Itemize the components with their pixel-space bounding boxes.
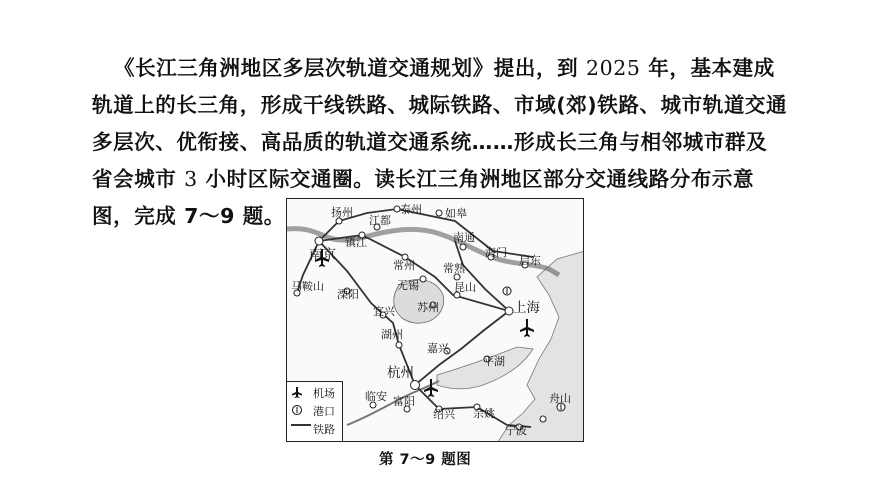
- marker-zhoushan: [540, 416, 546, 422]
- city-label-shanghai: 上海: [513, 300, 540, 316]
- marker-nantong: [460, 244, 466, 250]
- passage-line-3: 多层次、优衔接、高品质的轨道交通系统……形成长三角与相邻城市群及: [92, 130, 768, 154]
- marker-nanjing: [315, 237, 323, 245]
- city-label-jiangdu: 江都: [369, 214, 391, 227]
- passage-line-4: 省会城市 3 小时区际交通圈。读长江三角洲地区部分交通线路分布示意: [92, 167, 755, 191]
- city-label-jiaxing: 嘉兴: [427, 342, 449, 355]
- city-label-qidong: 启东: [519, 254, 541, 267]
- city-label-pinghu: 平湖: [483, 355, 505, 368]
- city-label-yuyao: 余姚: [473, 407, 495, 420]
- city-label-yangzhou: 扬州: [331, 206, 353, 219]
- marker-hangzhou: [411, 381, 420, 390]
- marker-shanghai: [505, 307, 513, 315]
- airplane-icon-shanghai: [520, 319, 534, 337]
- city-label-changzhou: 常州: [393, 259, 415, 272]
- city-label-fuyang: 富阳: [393, 395, 415, 408]
- city-label-zhenjiang: 镇江: [345, 236, 367, 249]
- city-label-nantong: 南通: [453, 231, 475, 244]
- city-label-nanjing: 南京: [309, 247, 336, 263]
- marker-wuxi: [420, 276, 426, 282]
- city-label-haimen: 海门: [485, 246, 507, 259]
- city-label-kunshan: 昆山: [454, 281, 476, 294]
- marker-huzhou: [396, 342, 402, 348]
- hours-value: 3: [184, 167, 198, 191]
- year-value: 2025: [585, 56, 641, 80]
- figure-caption: 第 7～9 题图: [379, 452, 472, 468]
- yangtze-delta-transport-map: [286, 198, 584, 442]
- sea-area: [497, 199, 584, 442]
- city-label-huzhou: 湖州: [381, 328, 403, 341]
- city-label-wuxi: 无锡: [397, 279, 419, 292]
- passage-line-5: 图，完成 7～9 题。: [92, 204, 285, 228]
- legend-port: 港口: [291, 404, 335, 418]
- city-label-taizhou: 泰州: [400, 203, 422, 216]
- city-label-maanshan: 马鞍山: [291, 280, 324, 293]
- passage-line-1: 《长江三角洲地区多层次轨道交通规划》提出，到 2025 年，基本建成: [114, 56, 775, 80]
- city-label-rugao: 如皋: [445, 207, 467, 220]
- legend-airport: 机场: [291, 386, 335, 400]
- passage-line-2: 轨道上的长三角，形成干线铁路、城际铁路、市域(郊)铁路、城市轨道交通: [92, 93, 788, 117]
- legend-railway: 铁路: [313, 423, 335, 436]
- city-label-suzhou: 苏州: [417, 301, 439, 314]
- marker-rugao: [436, 210, 442, 216]
- map-legend: [287, 381, 343, 441]
- city-label-shaoxing: 绍兴: [433, 408, 455, 421]
- city-label-linan: 临安: [365, 390, 387, 403]
- city-label-hangzhou: 杭州: [387, 365, 414, 381]
- city-label-zhoushan: 舟山: [549, 392, 571, 405]
- city-label-ningbo: 宁波: [505, 424, 527, 437]
- city-label-liyang: 溧阳: [337, 288, 359, 301]
- city-label-yixing: 宜兴: [373, 305, 395, 318]
- city-label-changshu: 常熟: [443, 262, 465, 275]
